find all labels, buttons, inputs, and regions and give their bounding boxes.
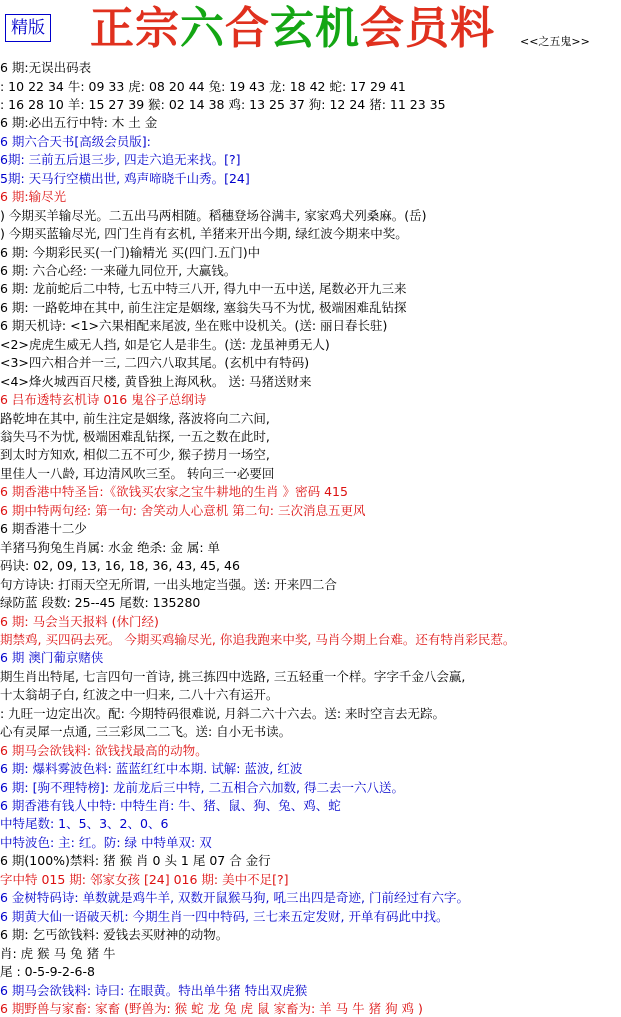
text-line: 期生肖出特尾, 七言四句一首诗, 挑三拣四中选路, 三五轻重一个样。字字千金八会赢, xyxy=(0,668,466,684)
text-line: : 九旺一边定出次。配: 今期特码很难说, 月斜二六十六去。送: 来时空言去无踪。 xyxy=(0,705,446,721)
text-line: ) 今期买蓝输尽光, 四门生肖有玄机, 羊猪来开出今期, 绿红波今期来中奖。 xyxy=(0,226,408,241)
text-line: 6 期:输尽光 xyxy=(0,189,67,205)
text-line: 6 期: 一路乾坤在其中, 前生注定是姻缘, 塞翁失马不为忧, 极端困难乱钻探 xyxy=(0,299,407,315)
text-line: 字中特 015 期: 邻家女孩 [24] 016 期: 美中不足[?] xyxy=(0,871,289,887)
text-line: 6 期: 今期彩民买(一门)输精光 买(四门.五门)中 xyxy=(0,244,261,260)
title-char: 正 xyxy=(90,3,135,54)
issue-tag: <<之五鬼>> xyxy=(520,35,590,48)
text-line: 6 期: 乞丐欲钱料: 爱钱去买财神的动物。 xyxy=(0,927,229,943)
title-char: 合 xyxy=(225,3,270,54)
text-line: 绿防蓝 段数: 25--45 尾数: 135280 xyxy=(0,595,201,610)
text-line: 翁失马不为忧, 极端困难乱钻探, 一五之数在此时, xyxy=(0,429,270,444)
text-line: 到太时方知欢, 相似二五不可少, 猴子捞月一场空, xyxy=(0,447,270,463)
text-line: 6 期六合天书[高级会员版]: xyxy=(0,133,151,149)
text-line: 6 期: 龙前蛇后二中特, 七五中特三八开, 得九中一五中送, 尾数必开九三来 xyxy=(0,281,407,297)
text-line: : 16 28 10 羊: 15 27 39 猴: 02 14 38 鸡: 13 25 37 狗: 12 24 猪: 11 23 35 xyxy=(0,96,446,112)
edition-badge: 精版 xyxy=(5,14,51,42)
text-line: <2>虎虎生威无人挡, 如是它人是非生。(送: 龙虽神勇无人) xyxy=(0,336,330,352)
text-line: 6 期野兽与家畜: 家畜 (野兽为: 猴 蛇 龙 兔 虎 鼠 家畜为: 羊 马 牛 猪 狗 鸡 ) xyxy=(0,1000,423,1016)
text-line: 6期: 三前五后退三步, 四走六追无来找。[?] xyxy=(0,152,241,168)
title-char: 玄 xyxy=(270,3,315,54)
text-line: 羊猪马狗兔生肖属: 水金 绝杀: 金 属: 单 xyxy=(0,539,221,555)
text-line: 6 吕布透特玄机诗 016 鬼谷子总纲诗 xyxy=(0,392,207,408)
title-char: 机 xyxy=(315,3,360,54)
text-line: 6 期马会欲钱料: 欲钱找最高的动物。 xyxy=(0,742,208,758)
text-line: <3>四六相合并一三, 二四六八取其尾。(玄机中有特码) xyxy=(0,355,310,371)
text-line: 期禁鸡, 买四码去死。 今期买鸡输尽光, 你追我跑来中奖, 马肖今期上台难。还有特肖彩民惹。 xyxy=(0,631,516,647)
page-title xyxy=(90,2,495,56)
text-line: : 10 22 34 牛: 09 33 虎: 08 20 44 兔: 19 43 龙: 18 42 蛇: 17 29 41 xyxy=(0,78,406,94)
text-line: 里佳人一八龄, 耳边清风吹三至。 转向三一必要回 xyxy=(0,465,275,481)
text-line: 6 期:必出五行中特: 木 土 金 xyxy=(0,115,158,131)
text-line: 6 期: 六合心经: 一来碰九同位开, 大赢钱。 xyxy=(0,262,237,278)
title-char: 料 xyxy=(450,3,495,54)
text-line: 句方诗诀: 打雨天空无所谓, 一出头地定当强。送: 开来四二合 xyxy=(0,576,337,592)
text-line: 中特波色: 主: 红。防: 绿 中特单双: 双 xyxy=(0,834,212,850)
text-line: 6 期中特两句经: 第一句: 舍笑动人心意机 第二句: 三次消息五更风 xyxy=(0,502,366,518)
text-line: 6 期 澳门葡京赌侠 xyxy=(0,650,104,666)
text-line: 5期: 天马行空横出世, 鸡声啼晓千山秀。[24] xyxy=(0,170,250,186)
text-line: 6 期马会欲钱料: 诗曰: 在眼黄。特出单牛猪 特出双虎猴 xyxy=(0,982,308,998)
text-line: 6 期: [驹不理特榜]: 龙前龙后三中特, 二五相合六加数, 得二去一六八送。 xyxy=(0,779,404,795)
text-line: 中特尾数: 1、5、3、2、0、6 xyxy=(0,816,169,832)
text-line: 肖: 虎 猴 马 兔 猪 牛 xyxy=(0,945,116,961)
title-char: 会 xyxy=(360,3,405,54)
text-line: 6 期(100%)禁料: 猪 猴 肖 0 头 1 尾 07 合 金行 xyxy=(0,853,271,869)
text-line: 6 期香港十二少 xyxy=(0,521,87,537)
text-line: 6 期香港有钱人中特: 中特生肖: 牛、猪、鼠、狗、兔、鸡、蛇 xyxy=(0,798,341,813)
text-line: 十太翁胡子白, 红波之中一归来, 二八十六有运开。 xyxy=(0,687,279,703)
text-line: 6 期: 马会当天报料 (休门经) xyxy=(0,613,159,629)
title-char: 六 xyxy=(180,3,225,54)
title-char: 员 xyxy=(405,3,450,54)
title-char: 宗 xyxy=(135,3,180,54)
text-line: 6 期天机诗: <1>六果相配来尾波, 坐在账中设机关。(送: 丽日春长驻) xyxy=(0,318,388,334)
text-line: 码诀: 02, 09, 13, 16, 18, 36, 43, 45, 46 xyxy=(0,558,240,574)
text-line: 尾 : 0-5-9-2-6-8 xyxy=(0,964,95,979)
text-line: 路乾坤在其中, 前生注定是姻缘, 落波将向二六间, xyxy=(0,410,270,426)
text-line: 6 期:无误出码表 xyxy=(0,60,92,75)
text-line: 6 期香港中特圣旨:《欲钱买农家之宝牛耕地的生肖 》密码 415 xyxy=(0,484,348,500)
text-line: ) 今期买羊输尽光。二五出马两相随。稻穗登场谷满丰, 家家鸡犬列桑麻。(岳) xyxy=(0,207,427,223)
text-line: <4>烽火城西百尺楼, 黄昏独上海风秋。 送: 马猪送财来 xyxy=(0,373,312,389)
text-line: 6 期黄大仙一语破天机: 今期生肖一四中特码, 三七来五定发财, 开单有码此中找。 xyxy=(0,908,449,924)
text-line: 6 金树特码诗: 单数就是鸡牛羊, 双数开鼠猴马狗, 吼三出四是奇迹, 门前经过有六字。 xyxy=(0,890,469,906)
text-line: 6 期: 爆料雾波色料: 蓝蓝红红中本期. 试解: 蓝波, 红波 xyxy=(0,761,303,777)
text-line: 心有灵犀一点通, 三三彩凤二二飞。送: 自小无书读。 xyxy=(0,724,292,740)
